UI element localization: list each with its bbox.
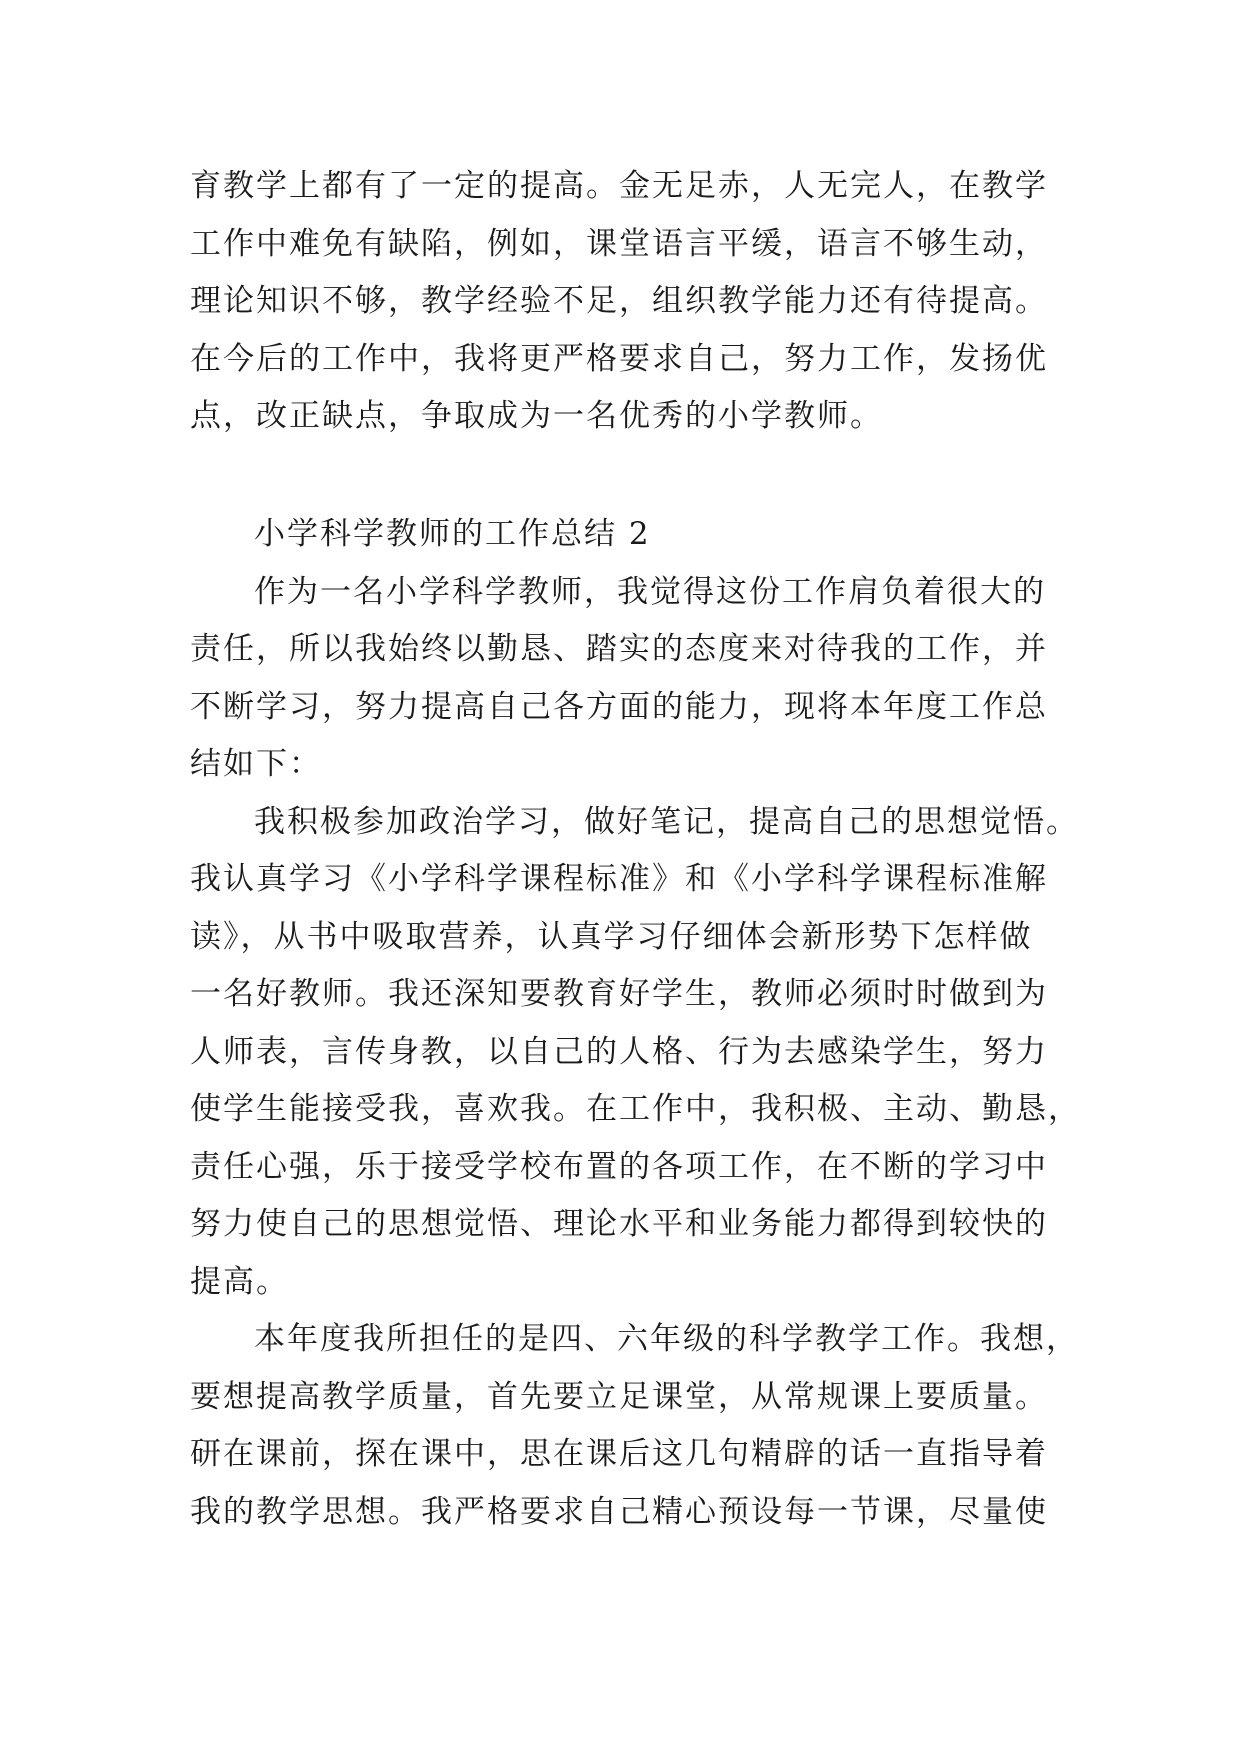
text-line: 本年度我所担任的是四、六年级的科学教学工作。我想， bbox=[254, 1321, 1079, 1357]
text-line: 使学生能接受我，喜欢我。在工作中，我积极、主动、勤恳， bbox=[190, 1091, 1081, 1127]
text-line: 我认真学习《小学科学课程标准》和《小学科学课程标准解 bbox=[190, 861, 1048, 897]
text-line: 责任，所以我始终以勤恳、踏实的态度来对待我的工作，并 bbox=[190, 631, 1048, 667]
text-line: 点，改正缺点，争取成为一名优秀的小学教师。 bbox=[190, 398, 883, 434]
text-line: 责任心强，乐于接受学校布置的各项工作，在不断的学习中 bbox=[190, 1148, 1048, 1185]
section-title: 小学科学教师的工作总结 2 bbox=[254, 516, 651, 552]
paragraph-continuation bbox=[190, 158, 1060, 446]
text-line: 育教学上都有了一定的提高。金无足赤，人无完人，在教学 bbox=[190, 168, 1048, 204]
text-line: 要想提高教学质量，首先要立足课堂，从常规课上要质量。 bbox=[190, 1378, 1048, 1415]
text-line: 努力使自己的思想觉悟、理论水平和业务能力都得到较快的 bbox=[190, 1206, 1048, 1242]
text-line: 结如下： bbox=[190, 746, 322, 782]
text-line: 提高。 bbox=[190, 1263, 289, 1300]
text-line: 一名好教师。我还深知要教育好学生，教师必须时时做到为 bbox=[190, 976, 1048, 1012]
section-2 bbox=[190, 506, 1081, 1541]
text-line: 我的教学思想。我严格要求自己精心预设每一节课，尽量使 bbox=[190, 1493, 1048, 1530]
text-line: 人师表，言传身教，以自己的人格、行为去感染学生，努力 bbox=[190, 1033, 1048, 1070]
text-line: 工作中难免有缺陷，例如，课堂语言平缓，语言不够生动， bbox=[190, 225, 1048, 262]
text-line: 理论知识不够，教学经验不足，组织教学能力还有待提高。 bbox=[190, 283, 1048, 319]
text-line: 读》，从书中吸取营养，认真学习仔细体会新形势下怎样做 bbox=[190, 918, 1033, 955]
text-line: 作为一名小学科学教师，我觉得这份工作肩负着很大的 bbox=[254, 573, 1046, 610]
text-line: 我积极参加政治学习，做好笔记，提高自己的思想觉悟。 bbox=[254, 803, 1079, 840]
text-line: 不断学习，努力提高自己各方面的能力，现将本年度工作总 bbox=[190, 688, 1048, 725]
text-line: 在今后的工作中，我将更严格要求自己，努力工作，发扬优 bbox=[190, 340, 1048, 377]
text-line: 研在课前，探在课中，思在课后这几句精辟的话一直指导着 bbox=[190, 1436, 1048, 1472]
